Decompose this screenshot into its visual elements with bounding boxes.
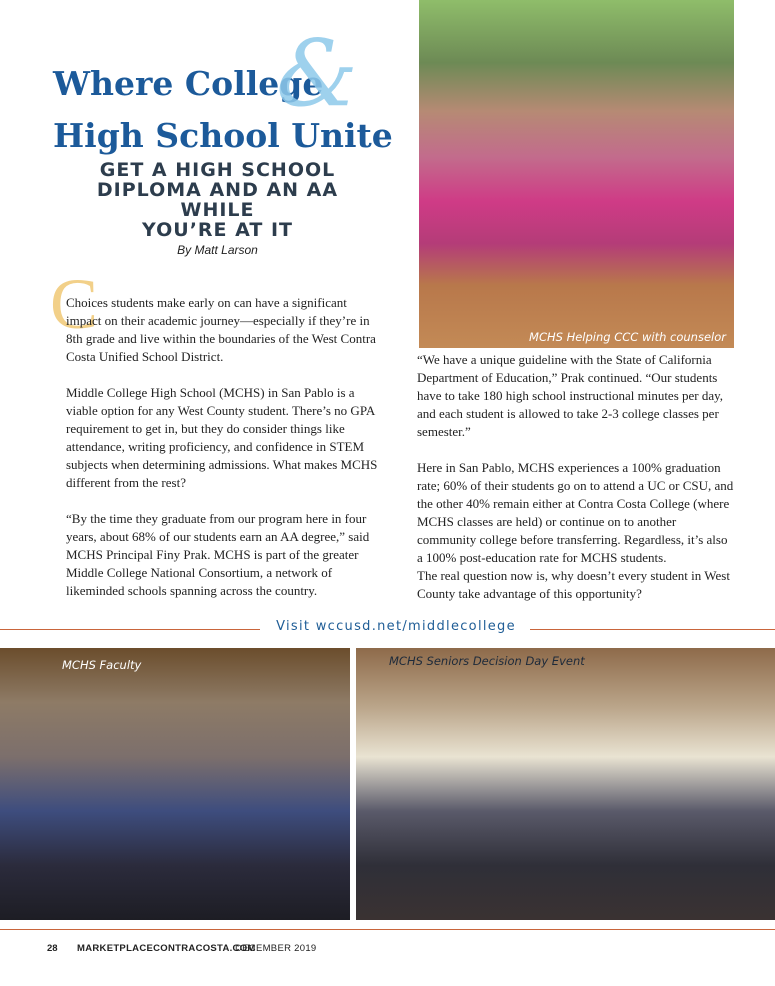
seniors-photo xyxy=(356,648,775,920)
subtitle-line-2: DIPLOMA AND AN AA WHILE xyxy=(96,179,339,221)
subtitle-line-1: GET A HIGH SCHOOL xyxy=(99,159,336,181)
photo-caption: MCHS Faculty xyxy=(62,658,142,672)
faculty-photo xyxy=(0,648,350,920)
divider-right xyxy=(530,629,775,630)
paragraph: “By the time they graduate from our program here in four years, about 68% of our students earn an AA degree,” said MCHS Principal Finy Prak. MCHS is part of the greater Middle College National Consortium, a network of likeminded schools spanning across the country. xyxy=(66,511,370,598)
paragraph: “We have a unique guideline with the State of California Department of Education,” Prak continued. “Our students have to take 180 high school instructional minutes per day, and each student is allowed to take 2-3 college classes per semester.” xyxy=(417,352,724,439)
paragraph: Here in San Pablo, MCHS experiences a 100% graduation rate; 60% of their students go on to attend a UC or CSU, and the other 40% remain either at Contra Costa College (where MCHS classes are held) or continue on to another community college before transferring. Regardless, it’s also a 100% post-education rate for MCHS students. xyxy=(417,460,734,565)
footer-date: DECEMBER 2019 xyxy=(235,943,317,954)
subtitle-line-3: YOU’RE AT IT xyxy=(142,219,293,241)
paragraph: Choices students make early on can have a significant impact on their academic journey—especially if they’re in 8th grade and live within the boundaries of the West Contra Costa Unified School District. xyxy=(66,295,376,364)
divider-left xyxy=(0,629,260,630)
article-title xyxy=(53,58,413,162)
title-line-1: Where College xyxy=(53,64,324,103)
byline: By Matt Larson xyxy=(177,243,258,257)
article-column-right xyxy=(417,351,735,603)
title-line-2: High School Unite xyxy=(53,116,393,155)
page-number: 28 xyxy=(47,943,58,954)
drop-cap: C xyxy=(50,264,99,344)
paragraph: The real question now is, why doesn’t every student in West County take advantage of this opportunity? xyxy=(417,568,730,601)
visit-link[interactable]: Visit wccusd.net/middlecollege xyxy=(276,619,516,634)
paragraph: Middle College High School (MCHS) in San Pablo is a viable option for any West County student. There’s no GPA requirement to get in, but they do consider things like attendance, writing proficiency, and confidence in STEM subjects when determining admissions. What makes MCHS different from the rest? xyxy=(66,385,378,490)
photo-caption: MCHS Seniors Decision Day Event xyxy=(389,654,585,668)
students-photo xyxy=(419,0,734,348)
footer-divider xyxy=(0,929,775,930)
article-column-left xyxy=(66,294,384,600)
photo-caption: MCHS Helping CCC with counselor xyxy=(529,330,726,344)
article-subtitle xyxy=(60,160,375,240)
title-ampersand: & xyxy=(276,20,358,127)
footer-site: MARKETPLACECONTRACOSTA.COM xyxy=(77,943,256,954)
